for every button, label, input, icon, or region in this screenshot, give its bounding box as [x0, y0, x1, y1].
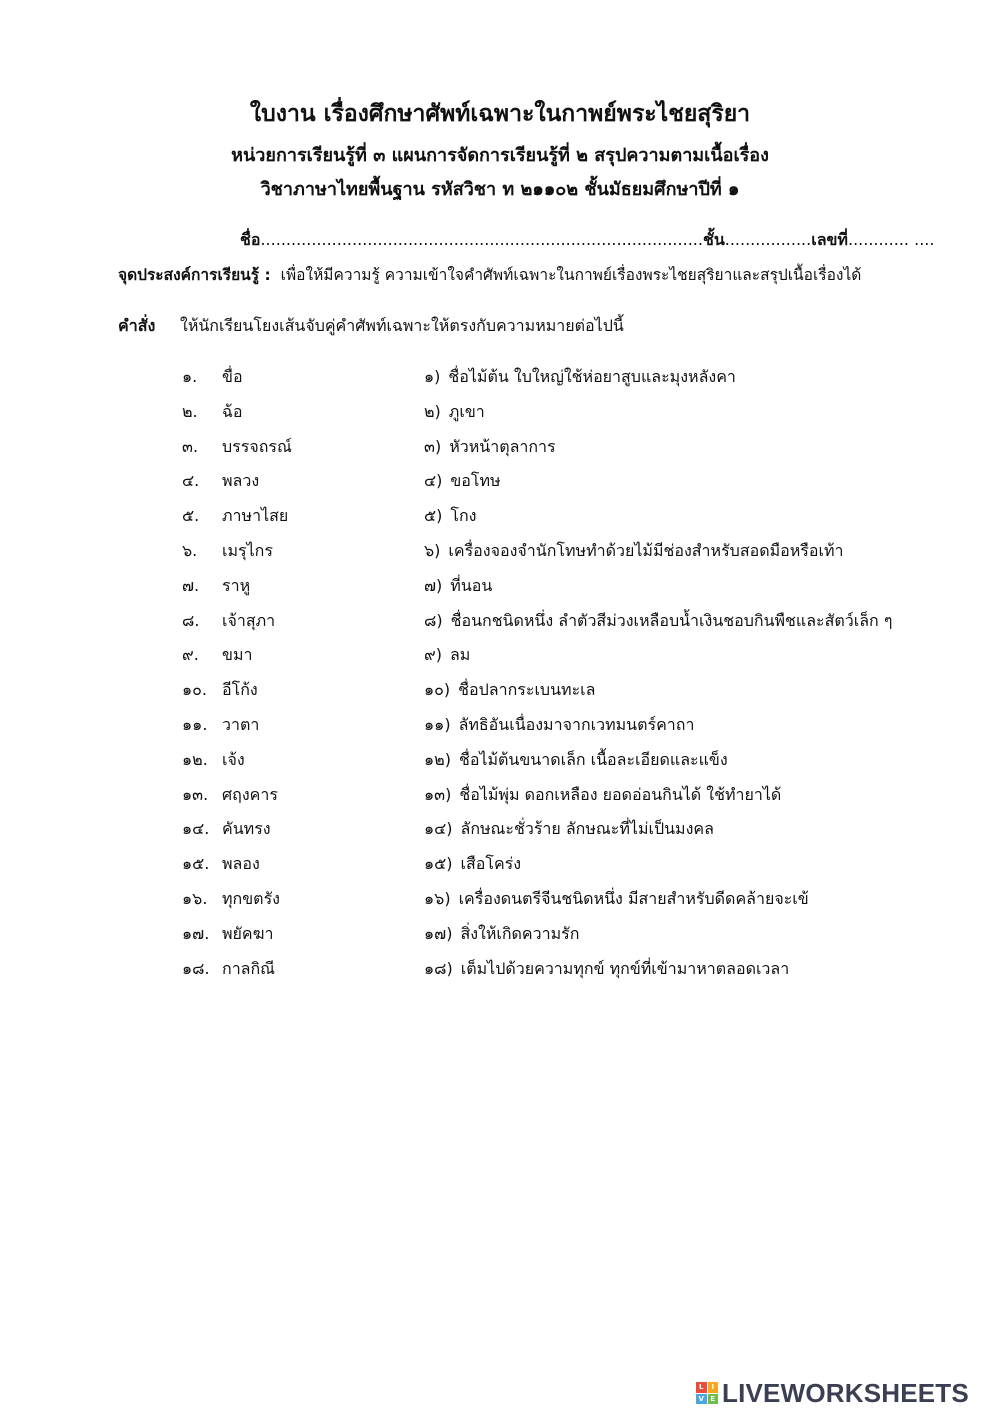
meaning-item[interactable] — [424, 539, 843, 564]
meaning-item[interactable] — [424, 817, 714, 842]
matching-row — [0, 852, 1000, 882]
matching-row — [0, 643, 1000, 673]
matching-row — [0, 539, 1000, 569]
number-field[interactable]: ............ .... — [847, 230, 935, 249]
term-number: ๖. — [182, 541, 198, 560]
term-item[interactable] — [182, 469, 259, 494]
instruction — [118, 314, 624, 339]
term-number: ๒. — [182, 401, 198, 421]
matching-row — [0, 365, 1000, 395]
logo-tile: I — [708, 1382, 719, 1393]
matching-row — [0, 783, 1000, 813]
term-word: บรรจถรณ์ — [222, 436, 292, 456]
matching-row — [0, 435, 1000, 465]
meaning-number: ๓) — [424, 436, 442, 456]
term-number: ๔. — [182, 471, 200, 491]
instruction-text: ให้นักเรียนโยงเส้นจับคู่คำศัพท์เฉพาะให้ตรงกับความหมายต่อไปนี้ — [180, 316, 624, 335]
meaning-number: ๑๗) — [424, 923, 453, 943]
term-item[interactable] — [182, 539, 273, 564]
term-item[interactable] — [182, 643, 252, 668]
term-word: ราหู — [222, 575, 251, 595]
meaning-text: ชื่อนกชนิดหนึ่ง ลำตัวสีม่วงเหลือบน้ำเงินชอบกินพืชและสัตว์เล็ก ๆ — [450, 610, 893, 630]
term-number: ๕. — [182, 506, 200, 526]
term-word: ศฤงคาร — [222, 784, 278, 804]
meaning-text: ที่นอน — [450, 575, 493, 595]
meaning-number: ๗) — [424, 575, 443, 595]
meaning-item[interactable] — [424, 887, 809, 912]
meaning-text: ลักษณะชั่วร้าย ลักษณะที่ไม่เป็นมงคล — [460, 819, 714, 839]
meaning-number: ๙) — [424, 645, 442, 665]
term-word: เจ้าสุภา — [222, 610, 276, 630]
term-number: ๑. — [182, 367, 198, 386]
meaning-number: ๑๘) — [424, 958, 453, 978]
term-word: เมรุไกร — [222, 541, 273, 560]
number-label: เลขที่ — [811, 230, 848, 249]
meaning-number: ๑๖) — [424, 889, 451, 908]
meaning-item[interactable] — [424, 713, 694, 738]
matching-row — [0, 748, 1000, 778]
meaning-number: ๑๓) — [424, 784, 452, 804]
meaning-number: ๘) — [424, 610, 443, 630]
meaning-text: ชื่อไม้ต้นขนาดเล็ก เนื้อละเอียดและแข็ง — [458, 749, 728, 769]
liveworksheets-logo-icon — [696, 1382, 718, 1404]
meaning-text: ลัทธิอันเนื่องมาจากเวทมนตร์คาถา — [458, 715, 695, 734]
meaning-number: ๑๕) — [424, 854, 453, 874]
meaning-item[interactable] — [424, 469, 501, 494]
objective-label: จุดประสงค์การเรียนรู้ : — [118, 266, 271, 284]
meaning-text: ลม — [449, 645, 471, 665]
meaning-number: ๑) — [424, 367, 441, 386]
matching-row — [0, 957, 1000, 987]
term-item[interactable] — [182, 365, 243, 390]
class-label: ชั้น — [702, 230, 725, 249]
meaning-number: ๒) — [424, 401, 441, 421]
matching-row — [0, 400, 1000, 430]
term-item[interactable] — [182, 435, 292, 460]
meaning-item[interactable] — [424, 783, 781, 808]
matching-row — [0, 887, 1000, 917]
term-item[interactable] — [182, 713, 259, 738]
term-item[interactable] — [182, 852, 260, 877]
term-number: ๑๑. — [182, 715, 208, 734]
meaning-item[interactable] — [424, 504, 476, 529]
term-word: วาตา — [222, 715, 260, 734]
term-item[interactable] — [182, 748, 245, 773]
logo-tile: L — [696, 1382, 707, 1393]
course-info: วิชาภาษาไทยพื้นฐาน รหัสวิชา ท ๒๑๑๐๒ ชั้นมัธยมศึกษาปีที่ ๑ — [260, 179, 740, 200]
matching-row — [0, 574, 1000, 604]
term-word: ขื่อ — [222, 367, 243, 386]
meaning-number: ๑๑) — [424, 715, 451, 734]
term-item[interactable] — [182, 887, 280, 912]
meaning-number: ๖) — [424, 541, 441, 560]
term-word: อีโก้ง — [222, 680, 258, 700]
term-word: ฉ้อ — [222, 401, 243, 421]
term-number: ๑๓. — [182, 784, 209, 804]
term-word: พลวง — [222, 471, 260, 491]
matching-row — [0, 713, 1000, 743]
meaning-item[interactable] — [424, 922, 579, 947]
meaning-number: ๕) — [424, 506, 443, 526]
meaning-text: ชื่อไม้พุ่ม ดอกเหลือง ยอดอ่อนกินได้ ใช้ทำยาได้ — [459, 784, 782, 804]
liveworksheets-logo — [696, 1378, 969, 1408]
term-number: ๘. — [182, 610, 200, 630]
meaning-text: เสือโคร่ง — [460, 854, 522, 874]
learning-objective — [118, 262, 861, 287]
instruction-label: คำสั่ง — [118, 316, 156, 335]
meaning-number: ๑๒) — [424, 749, 451, 769]
term-word: ขมา — [222, 645, 253, 665]
term-word: คันทรง — [222, 819, 271, 839]
term-number: ๓. — [182, 436, 199, 456]
meaning-text: เครื่องดนตรีจีนชนิดหนึ่ง มีสายสำหรับดีดคล้ายจะเข้ — [458, 889, 809, 908]
logo-tile: V — [696, 1394, 707, 1405]
worksheet-subtitle: หน่วยการเรียนรู้ที่ ๓ แผนการจัดการเรียนรู้ที่ ๒ สรุปความตามเนื้อเรื่อง — [231, 145, 769, 166]
meaning-item[interactable] — [424, 365, 736, 390]
name-label: ชื่อ — [240, 230, 261, 249]
meaning-item[interactable] — [424, 748, 728, 773]
student-info-line — [240, 228, 934, 253]
term-number: ๑๔. — [182, 819, 210, 839]
term-word: พยัคฆา — [222, 923, 274, 943]
liveworksheets-logo-text: LIVEWORKSHEETS — [722, 1377, 969, 1408]
term-item[interactable] — [182, 957, 275, 982]
term-number: ๑๐. — [182, 680, 208, 700]
term-number: ๑๖. — [182, 889, 208, 908]
logo-tile: E — [708, 1394, 719, 1405]
meaning-number: ๑๔) — [424, 819, 453, 839]
meaning-item[interactable] — [424, 574, 492, 599]
term-item[interactable] — [182, 922, 273, 947]
meaning-item[interactable] — [424, 435, 556, 460]
term-item[interactable] — [182, 678, 258, 703]
term-number: ๑๘. — [182, 958, 210, 978]
term-number: ๑๒. — [182, 749, 208, 769]
matching-row — [0, 469, 1000, 499]
name-field[interactable]: ....................................................................................... — [260, 230, 703, 249]
meaning-text: ภูเขา — [448, 401, 485, 421]
term-item[interactable] — [182, 504, 288, 529]
meaning-text: ชื่อไม้ต้น ใบใหญ่ใช้ห่อยาสูบและมุงหลังคา — [448, 367, 736, 386]
term-item[interactable] — [182, 783, 278, 808]
matching-row — [0, 817, 1000, 847]
meaning-text: ขอโทษ — [450, 471, 501, 491]
meaning-item[interactable] — [424, 852, 521, 877]
term-number: ๑๗. — [182, 923, 210, 943]
meaning-text: หัวหน้าตุลาการ — [449, 436, 556, 456]
term-word: ทุกขตรัง — [222, 889, 280, 908]
meaning-item[interactable] — [424, 957, 789, 982]
term-item[interactable] — [182, 817, 271, 842]
term-number: ๙. — [182, 645, 199, 665]
term-word: กาลกิณี — [222, 958, 276, 978]
matching-row — [0, 678, 1000, 708]
meaning-number: ๑๐) — [424, 680, 451, 700]
meaning-number: ๔) — [424, 471, 443, 491]
meaning-item[interactable] — [424, 643, 470, 668]
objective-text: เพื่อให้มีความรู้ ความเข้าใจคำศัพท์เฉพาะในกาพย์เรื่องพระไชยสุริยาและสรุปเนื้อเรื่องได้ — [280, 266, 862, 284]
term-word: เจ้ง — [222, 749, 245, 769]
meaning-item[interactable] — [424, 400, 485, 425]
meaning-text: โกง — [450, 506, 477, 526]
term-item[interactable] — [182, 400, 243, 425]
term-word: พลอง — [222, 854, 260, 874]
meaning-text: เครื่องจองจำนักโทษทำด้วยไม้มีช่องสำหรับสอดมือหรือเท้า — [448, 541, 844, 560]
term-item[interactable] — [182, 609, 275, 634]
matching-row — [0, 609, 1000, 639]
meaning-item[interactable] — [424, 678, 595, 703]
meaning-text: ชื่อปลากระเบนทะเล — [458, 680, 596, 700]
meaning-text: สิ่งให้เกิดความรัก — [460, 923, 580, 943]
term-item[interactable] — [182, 574, 250, 599]
term-number: ๑๕. — [182, 854, 210, 874]
meaning-text: เต็มไปด้วยความทุกข์ ทุกข์ที่เข้ามาหาตลอดเวลา — [460, 958, 790, 978]
worksheet-title: ใบงาน เรื่องศึกษาศัพท์เฉพาะในกาพย์พระไชยสุริยา — [249, 101, 751, 127]
term-number: ๗. — [182, 575, 200, 595]
matching-row — [0, 504, 1000, 534]
term-word: ภาษาไสย — [222, 506, 289, 526]
matching-row — [0, 922, 1000, 952]
meaning-item[interactable] — [424, 609, 892, 634]
class-field[interactable]: ................. — [724, 230, 812, 249]
